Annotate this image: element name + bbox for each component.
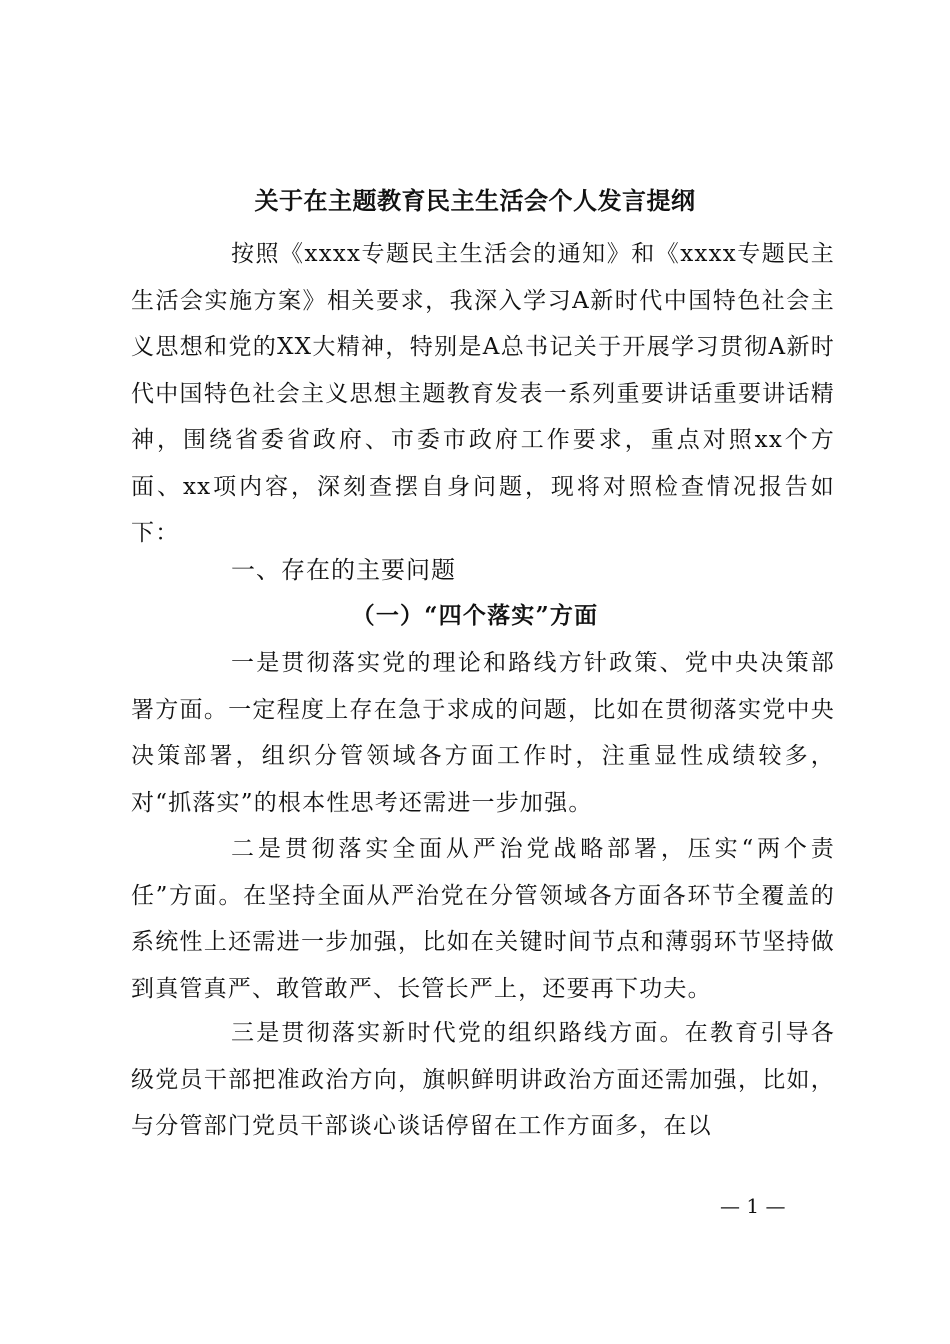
intro-paragraph: 按照《xxxx专题民主生活会的通知》和《xxxx专题民主生活会实施方案》相关要求，我深入学习A新时代中国特色社会主义思想和党的XX大精神，特别是A总书记关于开展学习贯彻A新时代中国特色社会主义思想主题教育发表一系列重要讲话重要讲话精神，围绕省委省政府、市委市政府工作要求，重点对照xx个方面、xx项内容，深刻查摆自身问题，现将对照检查情况报告如下： <box>131 241 835 546</box>
section-heading: 一、存在的主要问题 <box>231 556 456 584</box>
body-paragraph-1: 一是贯彻落实党的理论和路线方针政策、党中央决策部署方面。一定程度上存在急于求成的问题，比如在贯彻落实党中央决策部署，组织分管领域各方面工作时，注重显性成绩较多，对“抓落实”的根本性思考还需进一步加强。 <box>131 650 835 816</box>
body-paragraph-3: 三是贯彻落实新时代党的组织路线方面。在教育引导各级党员干部把准政治方向，旗帜鲜明讲政治方面还需加强，比如，与分管部门党员干部谈心谈话停留在工作方面多，在以 <box>131 1020 835 1139</box>
page-number: — 1 — <box>720 1194 786 1218</box>
subsection-heading: （一）“四个落实”方面 <box>351 602 599 629</box>
document-title: 关于在主题教育民主生活会个人发言提纲 <box>254 186 696 215</box>
body-paragraph-2: 二是贯彻落实全面从严治党战略部署，压实“两个责任”方面。在坚持全面从严治党在分管领域各方面各环节全覆盖的系统性上还需进一步加强，比如在关键时间节点和薄弱环节坚持做到真管真严、敢管敢严、长管长严上，还要再下功夫。 <box>131 836 835 1002</box>
